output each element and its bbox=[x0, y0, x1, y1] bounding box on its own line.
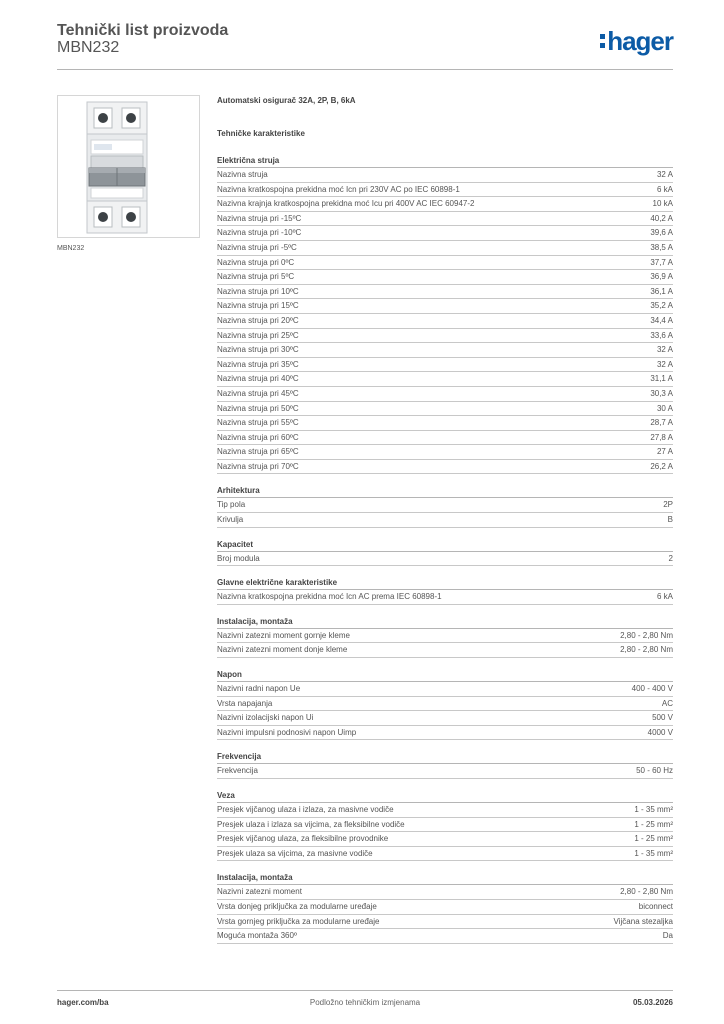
spec-value: 36,1 A bbox=[650, 286, 673, 296]
spec-heading: Tehničke karakteristike bbox=[217, 129, 305, 138]
spec-value: 50 - 60 Hz bbox=[636, 766, 673, 776]
spec-row bbox=[217, 764, 673, 779]
spec-value: 1 - 25 mm² bbox=[634, 834, 673, 844]
section-title: Instalacija, montaža bbox=[217, 871, 673, 885]
spec-value: 2 bbox=[668, 553, 673, 563]
spec-value: 30,3 A bbox=[650, 388, 673, 398]
spec-label: Nazivna struja bbox=[217, 170, 268, 179]
spec-label: Tip pola bbox=[217, 500, 246, 510]
spec-row bbox=[217, 212, 673, 227]
spec-row bbox=[217, 358, 673, 373]
spec-row bbox=[217, 402, 673, 417]
spec-sections bbox=[217, 154, 673, 944]
spec-label: Frekvencija bbox=[217, 766, 258, 776]
spec-row bbox=[217, 552, 673, 567]
spec-label: Nazivna struja pri -15ºC bbox=[217, 213, 302, 223]
spec-value: 35,2 A bbox=[650, 301, 673, 311]
document-title: Tehnički list proizvoda bbox=[57, 22, 229, 39]
spec-value: 39,6 A bbox=[650, 228, 673, 238]
spec-value: Da bbox=[662, 931, 673, 941]
spec-label: Vrsta napajanja bbox=[217, 698, 273, 708]
spec-row bbox=[217, 726, 673, 741]
spec-row bbox=[217, 431, 673, 446]
page-footer bbox=[57, 990, 673, 1010]
spec-row bbox=[217, 445, 673, 460]
spec-label: Broj modula bbox=[217, 553, 260, 563]
image-caption: MBN232 bbox=[57, 245, 85, 252]
section-title: Električna struja bbox=[217, 154, 673, 168]
spec-row bbox=[217, 900, 673, 915]
spec-label: Nazivna struja pri -10ºC bbox=[217, 228, 302, 238]
footer-notice: Podložno tehničkim izmjenama bbox=[309, 998, 421, 1007]
spec-label: Nazivna struja pri 70ºC bbox=[217, 461, 299, 471]
spec-section bbox=[217, 484, 673, 527]
spec-value: 2,80 - 2,80 Nm bbox=[620, 630, 673, 640]
spec-row bbox=[217, 314, 673, 329]
spec-row bbox=[217, 372, 673, 387]
spec-section bbox=[217, 871, 673, 943]
spec-value: 36,9 A bbox=[650, 272, 673, 282]
spec-label: Nazivna struja pri 60ºC bbox=[217, 432, 299, 442]
product-description: Automatski osigurač 32A, 2P, B, 6kA bbox=[217, 96, 356, 105]
spec-label: Presjek ulaza sa vijcima, za masivne vodiče bbox=[217, 848, 373, 858]
spec-label: Nazivna struja pri 30ºC bbox=[217, 345, 299, 355]
spec-row bbox=[217, 256, 673, 271]
section-title: Glavne električne karakteristike bbox=[217, 576, 673, 590]
spec-value: 500 V bbox=[652, 713, 673, 723]
spec-value: 38,5 A bbox=[650, 242, 673, 252]
spec-row bbox=[217, 915, 673, 930]
section-title: Napon bbox=[217, 668, 673, 682]
spec-label: Nazivna struja pri 0ºC bbox=[217, 257, 295, 267]
spec-value: 32 A bbox=[656, 345, 673, 355]
spec-section bbox=[217, 750, 673, 779]
spec-value: biconnect bbox=[638, 901, 673, 911]
spec-section bbox=[217, 576, 673, 605]
section-title: Frekvencija bbox=[217, 750, 673, 764]
spec-label: Nazivna struja pri 10ºC bbox=[217, 286, 299, 296]
spec-value: 1 - 35 mm² bbox=[634, 848, 673, 858]
spec-value: B bbox=[667, 515, 673, 525]
section-title: Arhitektura bbox=[217, 484, 673, 498]
spec-value: 1 - 25 mm² bbox=[634, 819, 673, 829]
spec-label: Krivulja bbox=[217, 515, 244, 525]
spec-section bbox=[217, 154, 673, 474]
spec-value: 2,80 - 2,80 Nm bbox=[620, 645, 673, 655]
spec-value: 28,7 A bbox=[650, 418, 673, 428]
spec-row bbox=[217, 803, 673, 818]
spec-label: Nazivna struja pri 45ºC bbox=[217, 388, 299, 398]
spec-row bbox=[217, 460, 673, 475]
spec-row bbox=[217, 329, 673, 344]
spec-section bbox=[217, 615, 673, 658]
spec-row bbox=[217, 629, 673, 644]
spec-label: Nazivni radni napon Ue bbox=[217, 684, 301, 694]
logo-dots-icon bbox=[600, 34, 605, 48]
spec-value: 400 - 400 V bbox=[631, 684, 673, 694]
spec-label: Nazivni izolacijski napon Ui bbox=[217, 713, 314, 723]
spec-row bbox=[217, 818, 673, 833]
spec-row bbox=[217, 299, 673, 314]
spec-label: Nazivni impulsni podnosivi napon Uimp bbox=[217, 727, 357, 737]
spec-row bbox=[217, 270, 673, 285]
section-title: Veza bbox=[217, 789, 673, 803]
logo-text: hager bbox=[607, 26, 673, 56]
spec-content bbox=[217, 96, 673, 954]
spec-row bbox=[217, 241, 673, 256]
spec-label: Nazivna kratkospojna prekidna moć Icn AC prema IEC 60898-1 bbox=[217, 592, 442, 602]
spec-row bbox=[217, 832, 673, 847]
spec-row bbox=[217, 285, 673, 300]
spec-value: 27 A bbox=[656, 447, 673, 457]
spec-row bbox=[217, 226, 673, 241]
hager-logo bbox=[600, 27, 673, 55]
spec-value: 31,1 A bbox=[650, 374, 673, 384]
spec-section bbox=[217, 789, 673, 861]
spec-row bbox=[217, 682, 673, 697]
spec-row bbox=[217, 416, 673, 431]
spec-label: Nazivna struja pri 40ºC bbox=[217, 374, 299, 384]
spec-label: Nazivna struja pri -5ºC bbox=[217, 242, 297, 252]
spec-value: 37,7 A bbox=[650, 257, 673, 267]
spec-label: Nazivni zatezni moment gornje kleme bbox=[217, 630, 350, 640]
spec-value: 1 - 35 mm² bbox=[634, 805, 673, 814]
spec-label: Nazivna struja pri 5ºC bbox=[217, 272, 295, 282]
spec-row bbox=[217, 590, 673, 605]
spec-row bbox=[217, 183, 673, 198]
spec-label: Nazivna struja pri 20ºC bbox=[217, 315, 299, 325]
product-code: MBN232 bbox=[57, 39, 120, 56]
spec-row bbox=[217, 343, 673, 358]
spec-label: Nazivna struja pri 15ºC bbox=[217, 301, 299, 311]
spec-row bbox=[217, 847, 673, 862]
footer-website: hager.com/ba bbox=[57, 998, 109, 1007]
spec-row bbox=[217, 197, 673, 212]
spec-label: Nazivna struja pri 65ºC bbox=[217, 447, 299, 457]
footer-date: 05.03.2026 bbox=[632, 998, 673, 1007]
spec-value: 27,8 A bbox=[650, 432, 673, 442]
section-title: Instalacija, montaža bbox=[217, 615, 673, 629]
spec-row bbox=[217, 711, 673, 726]
spec-label: Vrsta donjeg priključka za modularne uređaje bbox=[217, 901, 377, 911]
spec-value: 6 kA bbox=[656, 184, 673, 194]
spec-value: 30 A bbox=[656, 403, 673, 413]
spec-value: 32 A bbox=[656, 170, 673, 179]
spec-value: 10 kA bbox=[652, 199, 673, 209]
spec-value: 6 kA bbox=[656, 592, 673, 602]
page-header bbox=[57, 20, 673, 70]
spec-section bbox=[217, 668, 673, 740]
spec-label: Nazivna struja pri 25ºC bbox=[217, 330, 299, 340]
spec-label: Presjek vijčanog ulaza, za fleksibilne provodnike bbox=[217, 834, 389, 844]
spec-row bbox=[217, 885, 673, 900]
spec-value: 40,2 A bbox=[650, 213, 673, 223]
spec-value: 33,6 A bbox=[650, 330, 673, 340]
spec-label: Presjek vijčanog ulaza i izlaza, za masivne vodiče bbox=[217, 805, 394, 814]
spec-label: Moguća montaža 360º bbox=[217, 931, 297, 941]
spec-value: 4000 V bbox=[647, 727, 673, 737]
spec-label: Presjek ulaza i izlaza sa vijcima, za fleksibilne vodiče bbox=[217, 819, 405, 829]
spec-label: Nazivna kratkospojna prekidna moć Icn pri 230V AC po IEC 60898-1 bbox=[217, 184, 460, 194]
spec-row bbox=[217, 643, 673, 658]
spec-label: Vrsta gornjeg priključka za modularne uređaje bbox=[217, 916, 380, 926]
spec-label: Nazivni zatezni moment donje kleme bbox=[217, 645, 348, 655]
spec-row bbox=[217, 513, 673, 528]
spec-label: Nazivna struja pri 50ºC bbox=[217, 403, 299, 413]
spec-row bbox=[217, 498, 673, 513]
spec-value: 2,80 - 2,80 Nm bbox=[620, 887, 673, 897]
spec-row bbox=[217, 697, 673, 712]
spec-value: 2P bbox=[663, 500, 673, 510]
spec-value: 26,2 A bbox=[650, 461, 673, 471]
circuit-breaker-image bbox=[57, 95, 200, 238]
spec-value: Vijčana stezaljka bbox=[613, 916, 673, 926]
spec-value: AC bbox=[661, 698, 673, 708]
spec-label: Nazivna struja pri 55ºC bbox=[217, 418, 299, 428]
spec-section bbox=[217, 538, 673, 567]
spec-label: Nazivni zatezni moment bbox=[217, 887, 302, 897]
spec-label: Nazivna krajnja kratkospojna prekidna moć Icu pri 400V AC IEC 60947-2 bbox=[217, 199, 475, 209]
spec-row bbox=[217, 168, 673, 183]
spec-value: 32 A bbox=[656, 359, 673, 369]
spec-row bbox=[217, 387, 673, 402]
spec-row bbox=[217, 929, 673, 944]
spec-value: 34,4 A bbox=[650, 315, 673, 325]
section-title: Kapacitet bbox=[217, 538, 673, 552]
spec-label: Nazivna struja pri 35ºC bbox=[217, 359, 299, 369]
